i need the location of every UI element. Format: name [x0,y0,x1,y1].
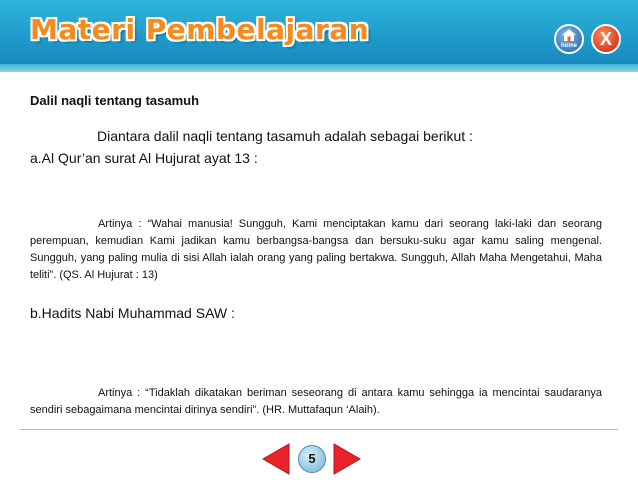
home-label: home [560,43,577,49]
section-a-translation: Artinya : “Wahai manusia! Sungguh, Kami menciptakan kamu dari seorang laki-laki dan seorang perempuan, kemudian Kami jadikan kamu berbangsa-bangsa dan bersuku-suku agar kamu saling mengenal. Sungguh, yang paling mulia di sisi Allah ialah orang yang paling bertakwa. Sungguh, Allah Maha Mengetahui, Maha teliti”. (QS. Al Hujurat : 13) [30,218,602,281]
footer-divider [20,429,618,430]
home-button[interactable] [554,24,584,54]
arrow-left-icon [262,443,290,475]
section-b-translation: Artinya : “Tidaklah dikatakan beriman seseorang di antara kamu sehingga ia mencintai saudaranya sendiri sebagaimana mencintai dirinya sendiri”. (HR. Muttafaqun ‘Alaih). [30,387,602,416]
section-a-title: a.Al Qur’an surat Al Hujurat ayat 13 : [30,150,258,166]
home-icon [562,29,576,42]
previous-button[interactable] [262,443,290,480]
intro-text: Diantara dalil naqli tentang tasamuh adalah sebagai berikut : [97,128,473,144]
page-number: 5 [298,445,326,473]
next-button[interactable] [333,443,361,480]
header-band [0,64,638,72]
close-button[interactable]: X [591,24,621,54]
page-title: Materi Pembelajaran [30,13,370,46]
content-heading: Dalil naqli tentang tasamuh [30,93,200,108]
arrow-right-icon [333,443,361,475]
section-b-title: b.Hadits Nabi Muhammad SAW : [30,305,235,321]
